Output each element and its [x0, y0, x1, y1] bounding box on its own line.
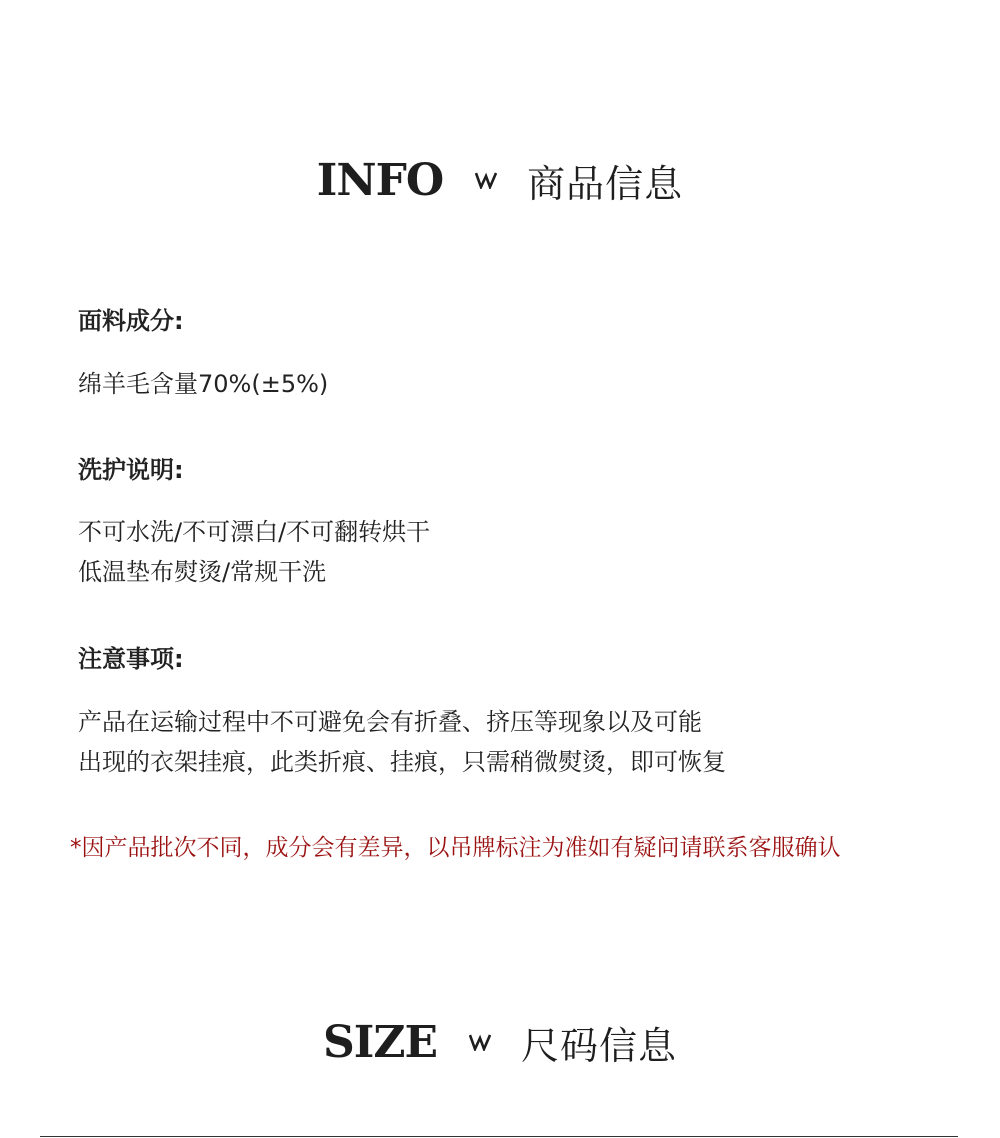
size-header-cn: 尺码信息: [521, 1023, 678, 1068]
size-section-header: [0, 1012, 1000, 1072]
notes-section-title: [78, 644, 938, 674]
care-line: 低温垫布熨烫/常规干洗: [78, 558, 327, 586]
notes-line: 产品在运输过程中不可避免会有折叠、挤压等现象以及可能: [78, 708, 702, 736]
notes-line: 出现的衣架挂痕，此类折痕、挂痕，只需稍微熨烫，即可恢复: [78, 748, 726, 776]
fabric-section-body: [78, 364, 938, 404]
w-mark-icon: [469, 1033, 491, 1051]
care-section-body: [78, 512, 938, 592]
care-title: 洗护说明:: [78, 456, 184, 484]
info-section-header: [0, 150, 1000, 210]
w-mark-icon: [475, 171, 497, 189]
disclaimer-note: *因产品批次不同，成分会有差异，以吊牌标注为准如有疑问请联系客服确认: [70, 835, 841, 861]
fabric-title: 面料成分:: [78, 307, 184, 335]
fabric-section-title: [78, 306, 938, 336]
fabric-line: 绵羊毛含量70%(±5%): [78, 370, 329, 398]
notes-section-body: [78, 702, 938, 782]
bottom-divider: [40, 1136, 958, 1137]
info-header-en: INFO: [316, 154, 444, 206]
info-header-cn: 商品信息: [527, 161, 684, 206]
care-line: 不可水洗/不可漂白/不可翻转烘干: [78, 518, 431, 546]
care-section-title: [78, 455, 938, 485]
notes-title: 注意事项:: [78, 645, 184, 673]
size-header-en: SIZE: [322, 1016, 437, 1068]
